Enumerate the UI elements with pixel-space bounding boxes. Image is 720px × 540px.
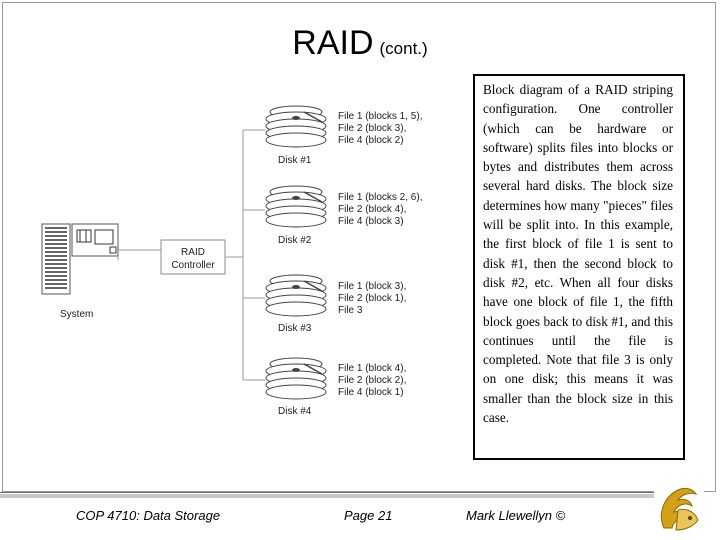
disk-1-content-line-2: File 2 (block 3), bbox=[338, 123, 407, 134]
disk-4-content-line-2: File 2 (block 2), bbox=[338, 375, 407, 386]
controller-disk-connections bbox=[225, 130, 265, 380]
disk-1-label: Disk #1 bbox=[278, 155, 312, 166]
disk-4-label: Disk #4 bbox=[278, 406, 312, 417]
disk-2-content-line-1: File 1 (blocks 2, 6), bbox=[338, 192, 423, 203]
footer-band bbox=[0, 494, 654, 498]
disk-2-icon bbox=[266, 186, 326, 227]
disk-3-content-line-2: File 2 (block 1), bbox=[338, 293, 407, 304]
disk-3-icon bbox=[266, 275, 326, 316]
footer-author: Mark Llewellyn © bbox=[466, 508, 566, 523]
footer-course: COP 4710: Data Storage bbox=[76, 508, 221, 523]
footer-divider bbox=[0, 492, 654, 493]
disk-2-content-line-3: File 4 (block 3) bbox=[338, 216, 404, 227]
system-computer-icon bbox=[42, 224, 118, 294]
disk-2-content-line-2: File 2 (block 4), bbox=[338, 204, 407, 215]
disk-3-content-line-3: File 3 bbox=[338, 305, 363, 316]
disk-4-content-line-3: File 4 (block 1) bbox=[338, 387, 404, 398]
system-label: System bbox=[60, 309, 94, 320]
disk-4-icon bbox=[266, 358, 326, 399]
disk-4-content-line-1: File 1 (block 4), bbox=[338, 363, 407, 374]
disk-1-icon bbox=[266, 106, 326, 147]
disk-2-label: Disk #2 bbox=[278, 235, 312, 246]
title-main: RAID bbox=[292, 24, 374, 62]
controller-label-line1: RAID bbox=[181, 247, 205, 258]
description-box: Block diagram of a RAID striping configuration. One controller (which can be hardware or software) splits files into blocks or bytes and distributes them across several hard disks. The block size determines how many "pieces" files will be split into. In this example, the first block of file 1 is sent to disk #1, then the second block to disk #2, etc. When all four disks have one block of file 1, the fifth block goes back to disk #1, and this continues until the file is completed. Note that file 3 is only on one disk; this means it was smaller than the block size in this case. bbox=[473, 74, 685, 460]
title-sub: (cont.) bbox=[379, 39, 428, 58]
disk-3-content-line-1: File 1 (block 3), bbox=[338, 281, 407, 292]
disk-1-content-line-1: File 1 (blocks 1, 5), bbox=[338, 111, 423, 122]
raid-controller-box bbox=[161, 240, 225, 274]
pegasus-logo-icon bbox=[654, 480, 704, 538]
footer-page-number: Page 21 bbox=[344, 508, 393, 523]
disk-1-content-line-3: File 4 (block 2) bbox=[338, 135, 404, 146]
disk-3-label: Disk #3 bbox=[278, 323, 312, 334]
slide-footer bbox=[0, 492, 720, 540]
controller-label-line2: Controller bbox=[171, 260, 215, 271]
